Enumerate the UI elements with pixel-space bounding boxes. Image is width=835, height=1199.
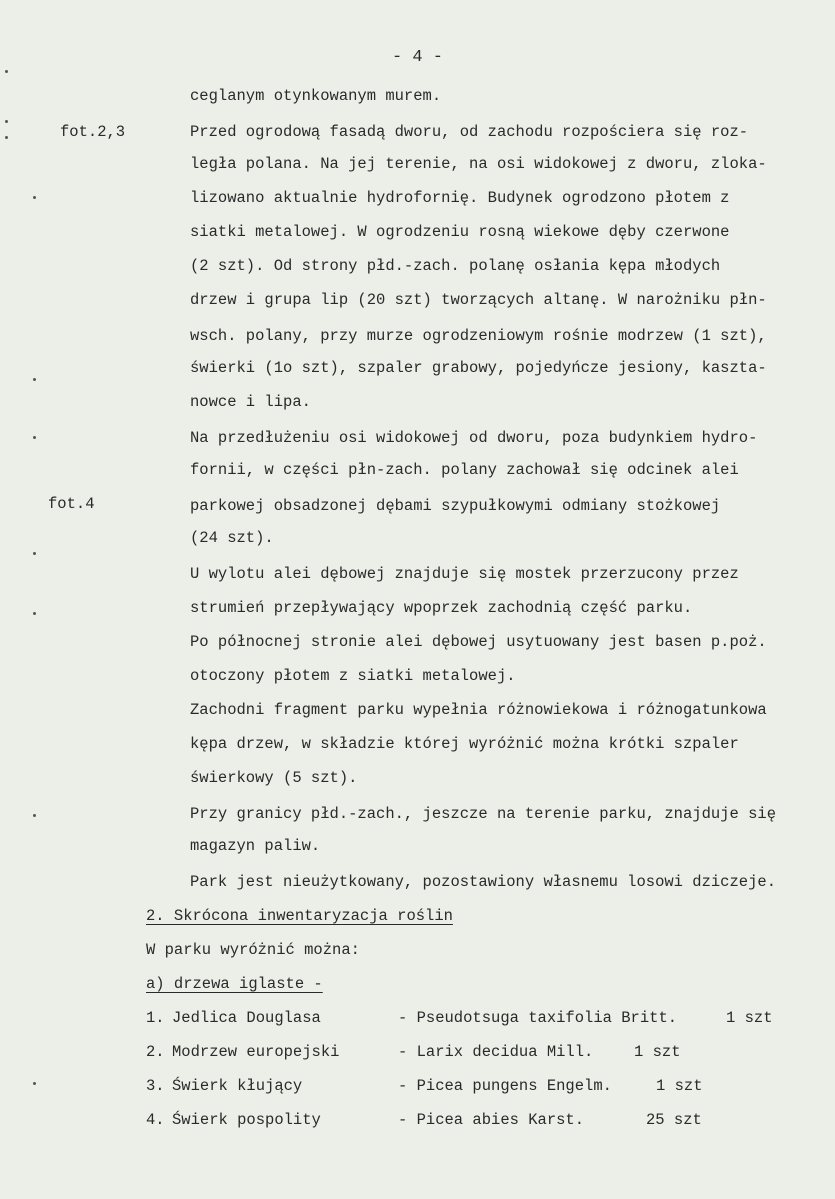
text-line: nowce i lipa. bbox=[190, 393, 311, 411]
species-number: 1. bbox=[146, 1009, 165, 1027]
scan-speck bbox=[33, 436, 36, 439]
text-line: (24 szt). bbox=[190, 529, 274, 547]
text-line: magazyn paliw. bbox=[190, 837, 321, 855]
text-line: Na przedłużeniu osi widokowej od dworu, poza budynkiem hydro- bbox=[190, 429, 758, 447]
species-latin-name: - Pseudotsuga taxifolia Britt. bbox=[398, 1009, 678, 1027]
species-number: 2. bbox=[146, 1043, 165, 1061]
text-line: fornii, w części płn-zach. polany zachował się odcinek alei bbox=[190, 461, 739, 479]
species-common-name: Modrzew europejski bbox=[172, 1043, 340, 1061]
text-line: Po północnej stronie alei dębowej usytuowany jest basen p.poż. bbox=[190, 633, 767, 651]
text-line: Zachodni fragment parku wypełnia różnowiekowa i różnogatunkowa bbox=[190, 701, 767, 719]
scan-speck bbox=[33, 612, 36, 615]
species-count: 1 szt bbox=[656, 1077, 703, 1095]
scan-speck bbox=[5, 136, 8, 139]
species-number: 4. bbox=[146, 1111, 165, 1129]
text-line: Przy granicy płd.-zach., jeszcze na terenie parku, znajduje się bbox=[190, 805, 776, 823]
species-latin-name: - Larix decidua Mill. bbox=[398, 1043, 594, 1061]
text-line: ceglanym otynkowanym murem. bbox=[190, 87, 442, 105]
intro-text: W parku wyróżnić można: bbox=[146, 941, 360, 959]
text-line: U wylotu alei dębowej znajduje się mostek przerzucony przez bbox=[190, 565, 739, 583]
scan-speck bbox=[33, 378, 36, 381]
text-line: świerkowy (5 szt). bbox=[190, 769, 358, 787]
page-number: - 4 - bbox=[392, 48, 444, 67]
text-line: legła polana. Na jej terenie, na osi widokowej z dworu, zloka- bbox=[190, 155, 767, 173]
text-line: parkowej obsadzonej dębami szypułkowymi odmiany stożkowej bbox=[190, 497, 721, 515]
scan-speck bbox=[33, 814, 36, 817]
text-line: otoczony płotem z siatki metalowej. bbox=[190, 667, 516, 685]
text-line: Przed ogrodową fasadą dworu, od zachodu rozpościera się roz- bbox=[190, 123, 749, 141]
subheading: a) drzewa iglaste - bbox=[146, 975, 323, 993]
species-common-name: Jedlica Douglasa bbox=[172, 1009, 321, 1027]
species-common-name: Świerk kłujący bbox=[172, 1077, 303, 1095]
text-line: siatki metalowej. W ogrodzeniu rosną wiekowe dęby czerwone bbox=[190, 223, 730, 241]
species-number: 3. bbox=[146, 1077, 165, 1095]
section-heading: 2. Skrócona inwentaryzacja roślin bbox=[146, 907, 453, 925]
text-line: (2 szt). Od strony płd.-zach. polanę osłania kępa młodych bbox=[190, 257, 721, 275]
species-count: 1 szt bbox=[634, 1043, 681, 1061]
text-line: Park jest nieużytkowany, pozostawiony własnemu losowi dziczeje. bbox=[190, 873, 776, 891]
text-line: kępa drzew, w składzie której wyróżnić można krótki szpaler bbox=[190, 735, 739, 753]
text-line: lizowano aktualnie hydrofornię. Budynek ogrodzono płotem z bbox=[190, 189, 730, 207]
scan-speck bbox=[33, 552, 36, 555]
scan-speck bbox=[5, 70, 8, 73]
text-line: drzew i grupa lip (20 szt) tworzących altanę. W narożniku płn- bbox=[190, 291, 767, 309]
text-line: świerki (1o szt), szpaler grabowy, pojedyńcze jesiony, kaszta- bbox=[190, 359, 767, 377]
scan-speck bbox=[5, 120, 8, 123]
text-line: wsch. polany, przy murze ogrodzeniowym rośnie modrzew (1 szt), bbox=[190, 327, 767, 345]
species-common-name: Świerk pospolity bbox=[172, 1111, 321, 1129]
margin-note: fot.2,3 bbox=[60, 123, 126, 141]
species-latin-name: - Picea abies Karst. bbox=[398, 1111, 585, 1129]
species-count: 25 szt bbox=[646, 1111, 702, 1129]
margin-note: fot.4 bbox=[48, 495, 95, 513]
text-line: strumień przepływający wpoprzek zachodnią część parku. bbox=[190, 599, 693, 617]
scan-speck bbox=[33, 1082, 36, 1085]
scan-speck bbox=[33, 196, 36, 199]
species-latin-name: - Picea pungens Engelm. bbox=[398, 1077, 612, 1095]
species-count: 1 szt bbox=[726, 1009, 773, 1027]
